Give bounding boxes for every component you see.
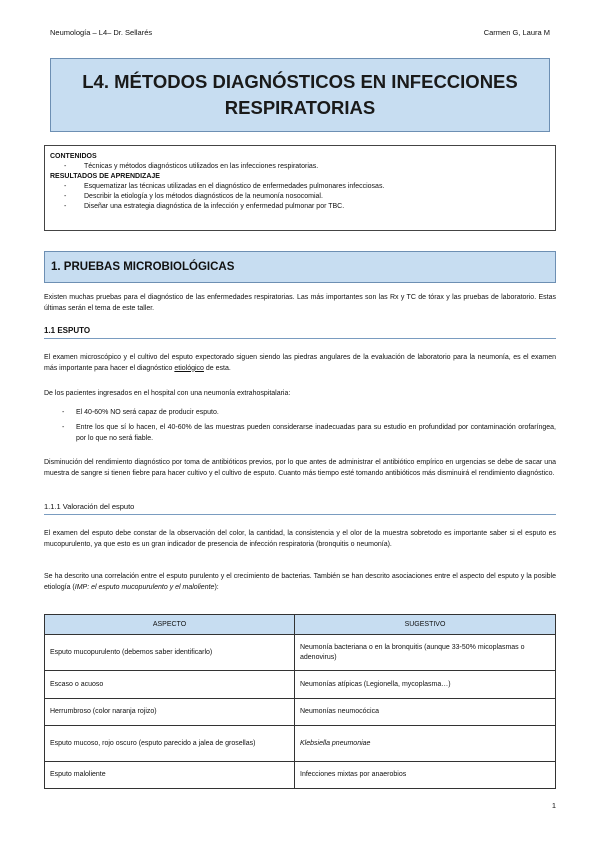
table-cell: Neumonías neumocócica — [295, 699, 556, 726]
title-line-2: RESPIRATORIAS — [224, 97, 376, 118]
outcome-item: - Diseñar una estrategia diagnóstica de la infección y enfermedad pulmonar por TBC. — [50, 202, 550, 212]
intro-paragraph: Existen muchas pruebas para el diagnóstico de las enfermedades respiratorias. Las más importantes son las Rx y TC de tórax y las pruebas de laboratorio. Estas últimas serán el tema de este taller. — [44, 294, 556, 312]
table-header-row — [45, 615, 556, 635]
table-cell: Escaso o acuoso — [45, 671, 295, 699]
outcome-item: - Describir la etiología y los métodos diagnósticos de la neumonía nosocomial. — [50, 192, 550, 202]
table-cell: Esputo mucopurulento (debemos saber identificarlo) — [45, 635, 295, 671]
column-header-aspecto: ASPECTO — [45, 615, 295, 635]
antibiotics-paragraph: Disminución del rendimiento diagnóstico por toma de antibióticos previos, por lo que antes de administrar el antibiótico empírico en urgencias se debe de sacar una muestra de sangre si tienen fiebre para hacer cultivo y el cultivo de esputo. Cuanto más tiempo esté tomando antibióticos más disminuirá el rendimiento diagnóstico. — [44, 459, 556, 477]
table-row — [45, 671, 556, 699]
table-row — [45, 762, 556, 789]
table-cell: Herrumbroso (color naranja rojizo) — [45, 699, 295, 726]
outcome-item: - Esquematizar las técnicas utilizadas en el diagnóstico de enfermedades pulmonares infecciosas. — [50, 182, 550, 192]
table-cell: Infecciones mixtas por anaerobios — [295, 762, 556, 789]
correlation-paragraph: Se ha descrito una correlación entre el esputo purulento y el crecimiento de bacterias. También se han descrito asociaciones entre el aspecto del esputo y la posible etiología (IMP: el esputo mucopurulento y el maloliente): — [44, 573, 556, 591]
table-row — [45, 699, 556, 726]
title-line-1: L4. MÉTODOS DIAGNÓSTICOS EN INFECCIONES — [82, 71, 518, 92]
section-heading-box — [44, 251, 556, 283]
table-cell — [295, 726, 556, 762]
running-header-left: Neumología – L4– Dr. Sellarés — [50, 28, 153, 37]
objectives-box — [44, 145, 556, 231]
sputum-aspect-table — [44, 614, 556, 789]
organism-name: Klebsiella pneumoniae — [300, 739, 371, 747]
bullet-item: - El 40-60% NO será capaz de producir esputo. — [62, 408, 556, 419]
contents-item: - Técnicas y métodos diagnósticos utilizados en las infecciones respiratorias. — [50, 162, 550, 172]
outcomes-heading: RESULTADOS DE APRENDIZAJE — [50, 173, 160, 180]
table-cell: Neumonías atípicas (Legionella, mycoplasma…) — [295, 671, 556, 699]
esputo-paragraph: El examen microscópico y el cultivo del esputo expectorado siguen siendo las piedras angulares de la evaluación de laboratorio para la neumonía, es el examen más importante para hacer el diagnóstico etiológico de esta. — [44, 354, 556, 372]
running-header-right: Carmen G, Laura M — [483, 28, 550, 37]
title-box — [50, 58, 550, 132]
valoracion-paragraph: El examen del esputo debe constar de la observación del color, la cantidad, la consistencia y el olor de la muestra sobretodo es importante saber si el esputo es mucopurulento, ya que esto es un gran indicador de presencia de infección respiratoria (bronquitis o neumonía). — [44, 530, 556, 548]
table-row — [45, 726, 556, 762]
subsection-title-valoracion: 1.1.1 Valoración del esputo — [44, 502, 556, 515]
table-row — [45, 635, 556, 671]
column-header-sugestivo: SUGESTIVO — [295, 615, 556, 635]
bullet-item: - Entre los que sí lo hacen, el 40-60% de las muestras pueden considerarse inadecuadas para su estudio en profundidad por contaminación orofaríngea, por lo que no será fiable. — [62, 423, 556, 444]
contents-heading: CONTENIDOS — [50, 153, 97, 160]
page-number: 1 — [551, 801, 556, 810]
table-cell: Esputo mucoso, rojo oscuro (esputo parecido a jalea de grosellas) — [45, 726, 295, 762]
table-cell: Neumonía bacteriana o en la bronquitis (aunque 33-50% micoplasmas o adenovirus) — [295, 635, 556, 671]
patients-paragraph: De los pacientes ingresados en el hospital con una neumonía extrahospitalaria: — [44, 390, 291, 397]
section-title: 1. PRUEBAS MICROBIOLÓGICAS — [51, 261, 235, 273]
subsection-title-esputo: 1.1 ESPUTO — [44, 326, 556, 339]
table-cell: Esputo maloliente — [45, 762, 295, 789]
page-title — [82, 69, 517, 121]
